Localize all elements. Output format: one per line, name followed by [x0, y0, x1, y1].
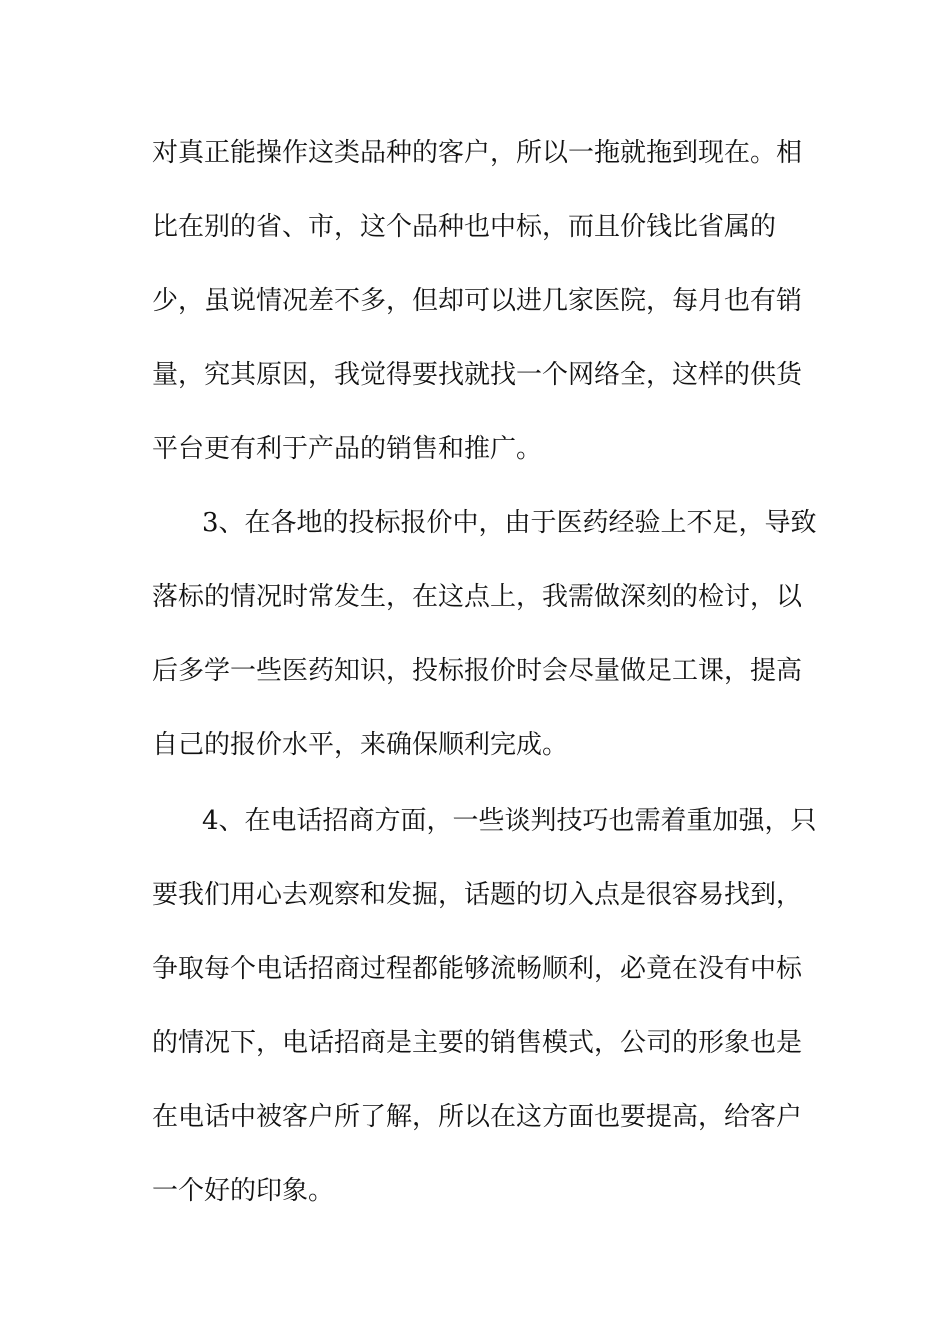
text-line: 比在别的省、市，这个品种也中标，而且价钱比省属的 — [152, 212, 777, 242]
text-line: 对真正能操作这类品种的客户，所以一拖就拖到现在。相 — [152, 138, 803, 168]
text-line: 量，究其原因，我觉得要找就找一个网络全，这样的供货 — [152, 360, 803, 390]
text-line: 争取每个电话招商过程都能够流畅顺利，必竟在没有中标 — [152, 954, 803, 984]
text-line: 自己的报价水平，来确保顺利完成。 — [152, 730, 569, 760]
text-line: 后多学一些医药知识，投标报价时会尽量做足工课，提高 — [152, 656, 803, 686]
text-line: 一个好的印象。 — [152, 1176, 335, 1206]
paragraph-4-first-line: 4、在电话招商方面，一些谈判技巧也需着重加强，只 — [202, 806, 817, 836]
text-line: 在电话中被客户所了解，所以在这方面也要提高，给客户 — [152, 1102, 803, 1132]
text-line: 少，虽说情况差不多，但却可以进几家医院，每月也有销 — [152, 286, 803, 316]
text-line: 要我们用心去观察和发掘，话题的切入点是很容易找到， — [152, 880, 803, 910]
text-line: 平台更有利于产品的销售和推广。 — [152, 434, 543, 464]
text-line: 落标的情况时常发生，在这点上，我需做深刻的检讨，以 — [152, 582, 803, 612]
text-line: 的情况下，电话招商是主要的销售模式，公司的形象也是 — [152, 1028, 803, 1058]
paragraph-3-first-line: 3、在各地的投标报价中，由于医药经验上不足，导致 — [202, 508, 817, 538]
